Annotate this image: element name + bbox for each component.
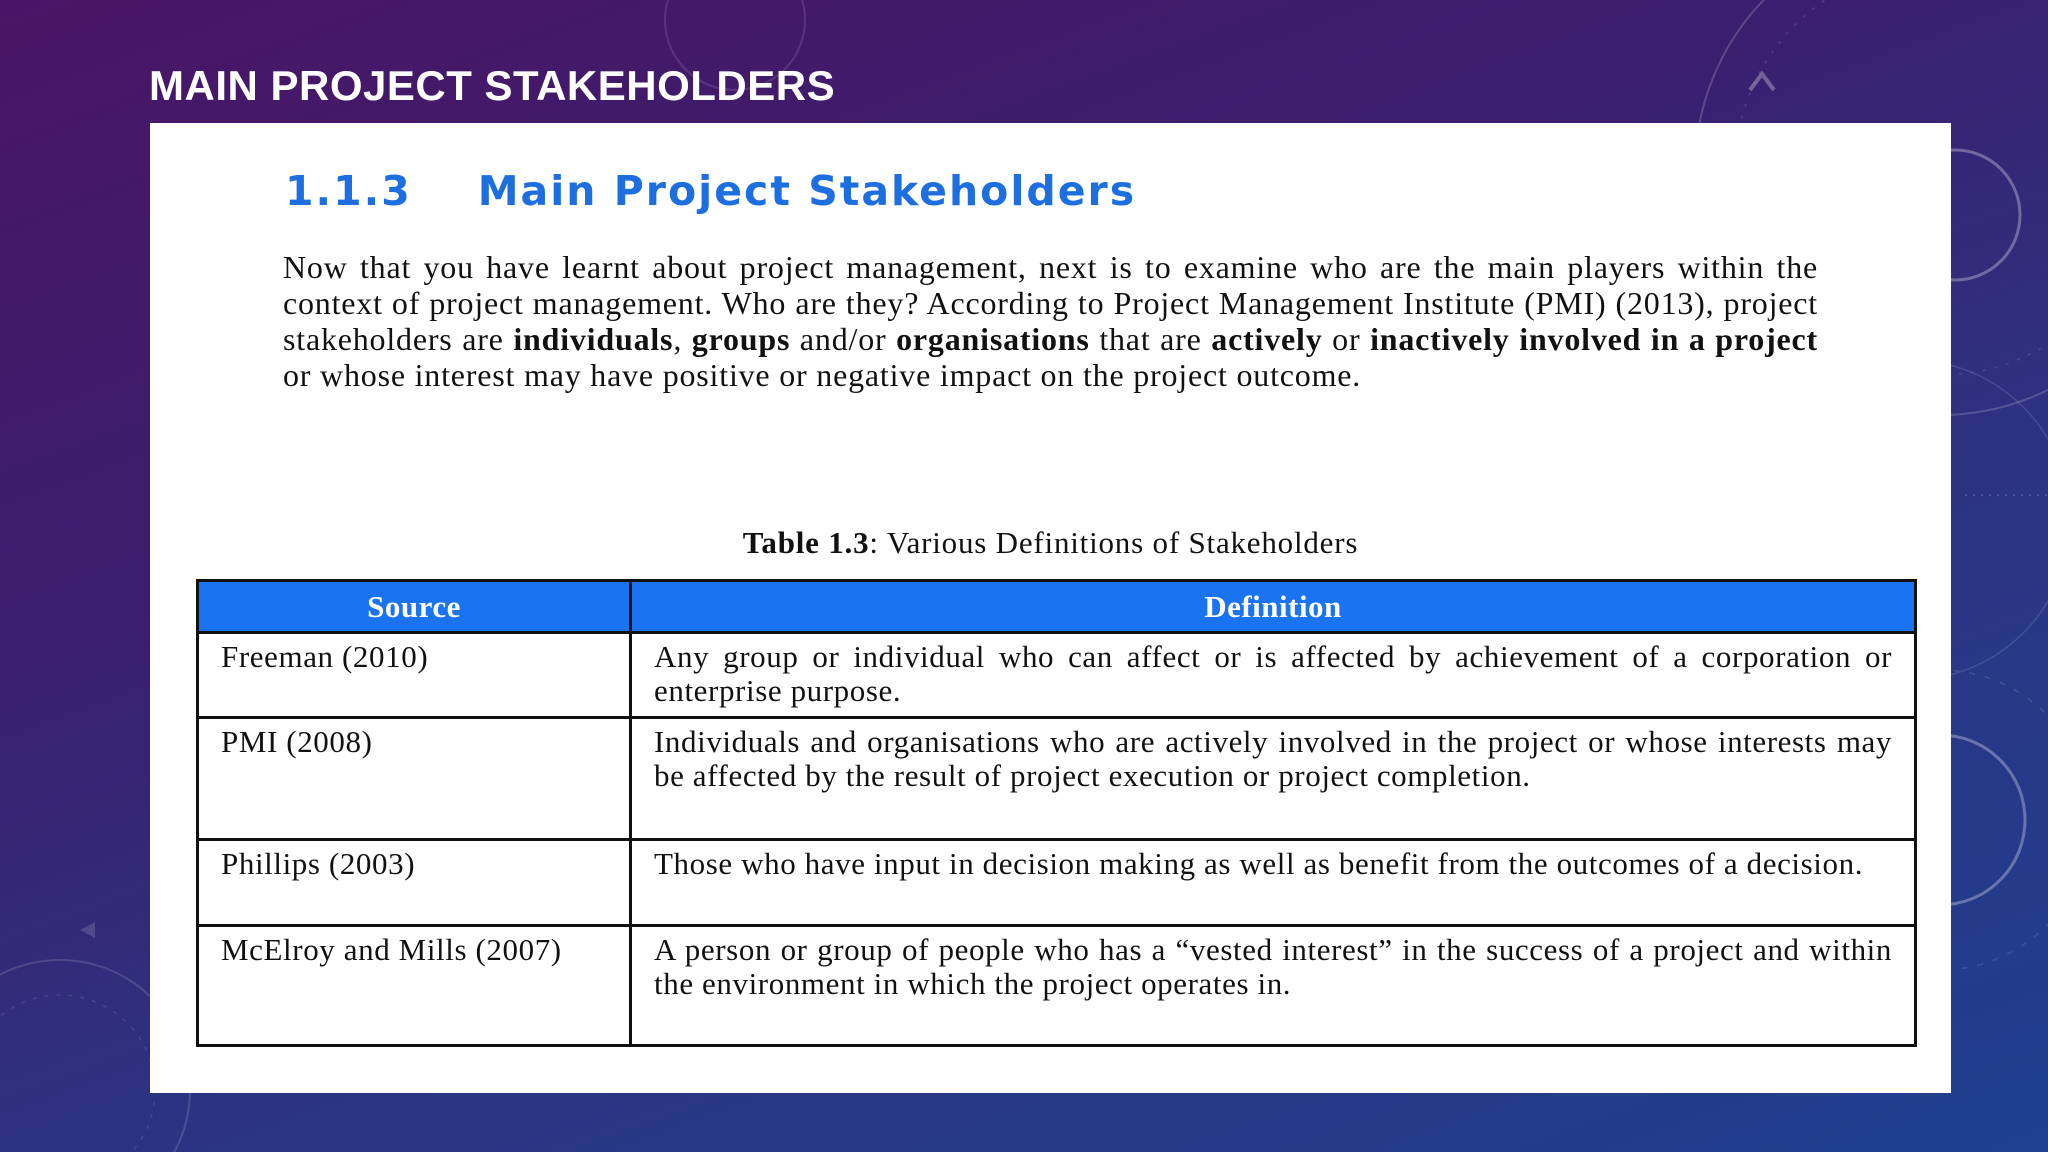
table-caption-text: : Various Definitions of Stakeholders	[869, 525, 1359, 560]
paragraph-bold: groups	[691, 321, 791, 357]
paragraph-text: that are	[1089, 321, 1212, 357]
definition-cell: Those who have input in decision making as well as benefit from the outcomes of a decision.	[631, 840, 1916, 926]
definition-cell: A person or group of people who has a “vested interest” in the success of a project and within the environment in which the project operates in.	[631, 926, 1916, 1046]
paragraph-text: or whose interest may have positive or negative impact on the project outcome.	[283, 357, 1362, 393]
definition-cell: Individuals and organisations who are actively involved in the project or whose interests may be affected by the result of project execution or project completion.	[631, 718, 1916, 840]
paragraph-text: Now that you have learnt about project management, next is to examine who are the main players within the context of project management. Who are they? According to Project Management Institute (PMI) (2013), project stakeholders are	[283, 249, 1818, 357]
source-cell: McElroy and Mills (2007)	[198, 926, 631, 1046]
document-image	[150, 123, 1951, 1093]
column-header-definition: Definition	[631, 581, 1916, 633]
section-number: 1.1.3	[285, 167, 412, 215]
definitions-table	[196, 579, 1917, 1047]
section-title: Main Project Stakeholders	[477, 167, 1137, 215]
column-header-source: Source	[198, 581, 631, 633]
paragraph-text: ,	[673, 321, 692, 357]
intro-paragraph	[283, 249, 1818, 393]
table-row	[198, 926, 1916, 1046]
paragraph-text: or	[1322, 321, 1371, 357]
slide-title: MAIN PROJECT STAKEHOLDERS	[149, 62, 836, 109]
source-cell: Freeman (2010)	[198, 633, 631, 718]
source-cell: PMI (2008)	[198, 718, 631, 840]
section-heading	[285, 167, 1136, 215]
table-caption	[150, 525, 1951, 561]
table-caption-label: Table 1.3	[742, 525, 870, 560]
definition-cell: Any group or individual who can affect or is affected by achievement of a corporation or enterprise purpose.	[631, 633, 1916, 718]
paragraph-text: and/or	[790, 321, 897, 357]
table-row	[198, 718, 1916, 840]
table-row	[198, 633, 1916, 718]
paragraph-bold: inactively involved in a project	[1370, 321, 1819, 357]
paragraph-bold: actively	[1211, 321, 1323, 357]
source-cell: Phillips (2003)	[198, 840, 631, 926]
paragraph-bold: individuals	[513, 321, 674, 357]
table-row	[198, 840, 1916, 926]
paragraph-bold: organisations	[896, 321, 1090, 357]
table-header-row	[198, 581, 1916, 633]
